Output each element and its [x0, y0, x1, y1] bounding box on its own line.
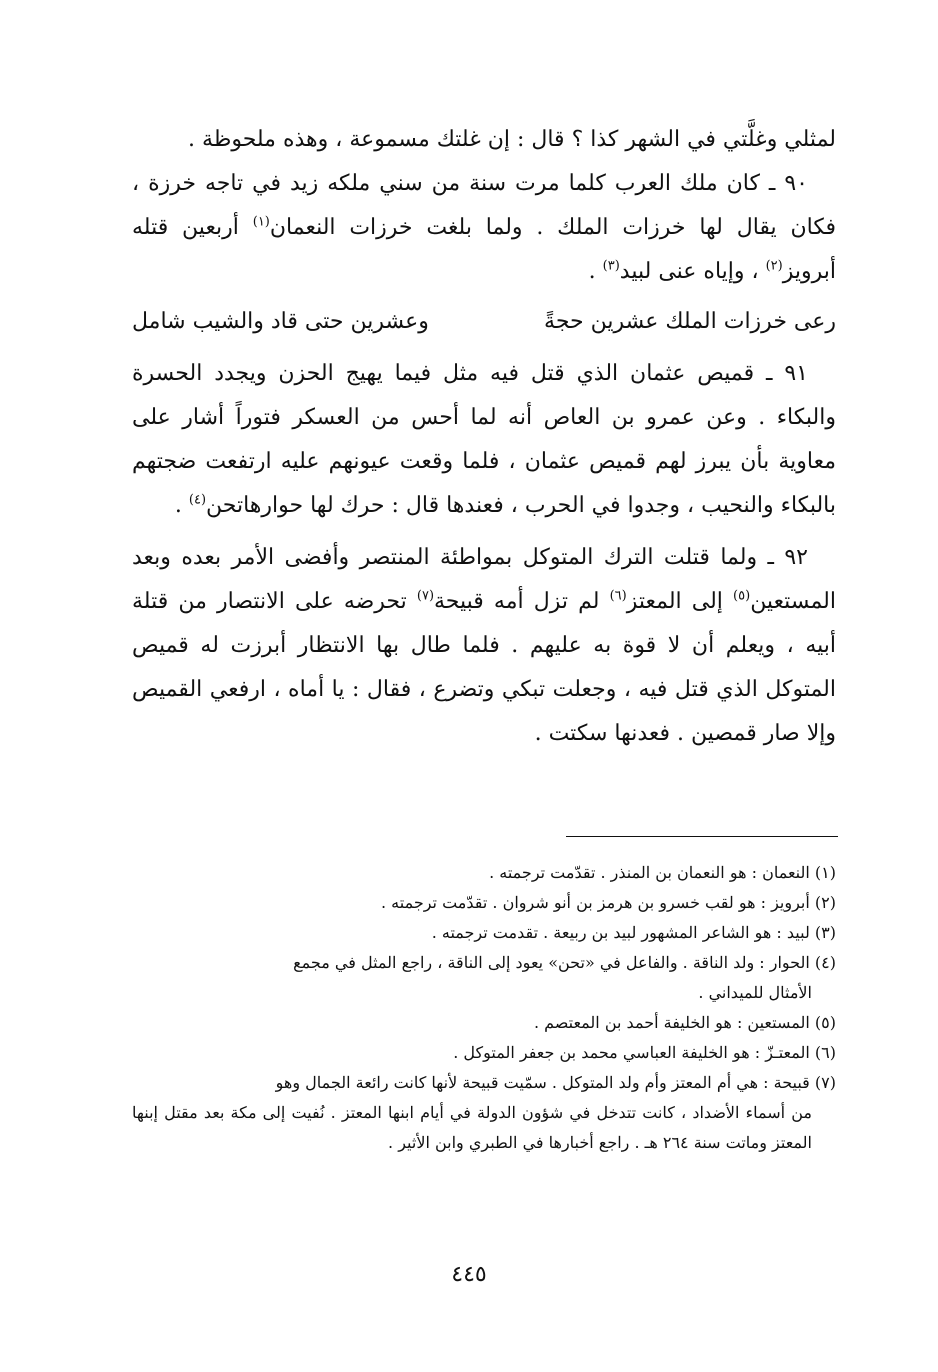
note-ref-5: (٥): [733, 588, 751, 604]
note-ref-3: (٣): [602, 258, 620, 274]
paragraph-91-text: .: [174, 493, 189, 518]
paragraph-92-text: لم تزل أمه قبيحة: [434, 589, 610, 614]
verse-left-hemistich: وعشرين حتى قاد والشيب شامل: [132, 309, 429, 334]
paragraph-90-text: ٩٠ ـ كان ملك العرب كلما مرت سنة من سني ملكه زيد في تاجه خرزة ، فكان يقال لها خرزات الملك . ولما بلغت خرزات النعمان: [132, 171, 836, 240]
footnote-7-continuation: من أسماء الأضداد ، كانت تتدخل في شؤون الدولة في أيام ابنها المعتز . نُفيت إلى مكة بعد مقتل إبنها المعتز وماتت سنة ٢٦٤ هـ . راجع أخبارها في الطبري وابن الأثير .: [132, 1103, 812, 1152]
poetry-verse: [132, 300, 836, 344]
footnote-divider: [566, 836, 838, 837]
paragraph-91: [132, 352, 836, 528]
paragraph-90-text: أربعين قتله أبرويز: [132, 215, 836, 284]
paragraph-92-text: ٩٢ ـ ولما قتلت الترك المتوكل بمواطئة المنتصر وأفضى الأمر بعده وبعد المستعين: [132, 545, 836, 614]
paragraph-92: [132, 536, 836, 756]
paragraph-91-text: ٩١ ـ قميص عثمان الذي قتل فيه مثل فيما يهيج الحزن ويجدد الحسرة والبكاء . وعن عمرو بن العاص أنه لما أحس من العسكر فتوراً أشار على معاوية بأن يبرز لهم قميص عثمان ، فلما وقعت عيونهم عليه ارتفعت ضجتهم بالبكاء والنحيب ، وجدوا في الحرب ، فعندها قال : حرك لها حوارهاتحن: [132, 361, 836, 518]
verse-right-hemistich: رعى خرزات الملك عشرين حجةً: [544, 309, 836, 334]
page-number: ٤٤٥: [451, 1262, 487, 1287]
note-ref-2: (٢): [765, 258, 783, 274]
main-text: [132, 118, 836, 756]
paragraph-92-text: إلى المعتز: [626, 589, 734, 614]
footnotes: [132, 858, 836, 1158]
paragraph-90: [132, 162, 836, 294]
footnote-4: (٤) الحوار : ولد الناقة . والفاعل في «تحن» يعود إلى الناقة ، راجع المثل في مجمع: [293, 953, 836, 972]
footnote-5: (٥) المستعين : هو الخليفة أحمد بن المعتصم .: [533, 1013, 836, 1032]
footnote-1: (١) النعمان : هو النعمان بن المنذر . تقدّمت ترجمته .: [489, 863, 836, 882]
paragraph-90-text: .: [588, 259, 603, 284]
note-ref-6: (٦): [609, 588, 627, 604]
note-ref-7: (٧): [416, 588, 435, 604]
footnote-3: (٣) لبيد : هو الشاعر المشهور لبيد بن ربيعة . تقدمت ترجمته .: [431, 923, 836, 942]
note-ref-4: (٤): [188, 492, 207, 508]
footnote-4-continuation: الأمثال للميداني .: [698, 983, 812, 1002]
footnote-6: (٦) المعتـزّ : هو الخليفة العباسي محمد بن جعفر المتوكل .: [453, 1043, 836, 1062]
note-ref-1: (١): [252, 214, 270, 230]
footnote-2: (٢) أبرويز : هو لقب خسرو بن هرمز بن أنو شروان . تقدّمت ترجمته .: [381, 893, 836, 912]
paragraph-92-text: تحرضه على الانتصار من قتلة أبيه ، ويعلم أن لا قوة به عليهم . فلما طال بها الانتظار أبرزت له قميص المتوكل الذي قتل فيه ، وجعلت تبكي وتضرع ، فقال : يا أماه ، ارفعي القميص وإلا صار قمصين . فعدنها سكتت .: [132, 589, 836, 746]
opening-line: لمثلي وغلَّتي في الشهر كذا ؟ قال : إن غلتك مسموعة ، وهذه ملحوظة .: [188, 127, 836, 152]
footnote-7: (٧) قبيحة : هي أم المعتز وأم ولد المتوكل . سمّيت قبيحة لأنها كانت رائعة الجمال وهو: [275, 1073, 836, 1092]
paragraph-90-text: ، وإياه عنى لبيد: [619, 259, 766, 284]
